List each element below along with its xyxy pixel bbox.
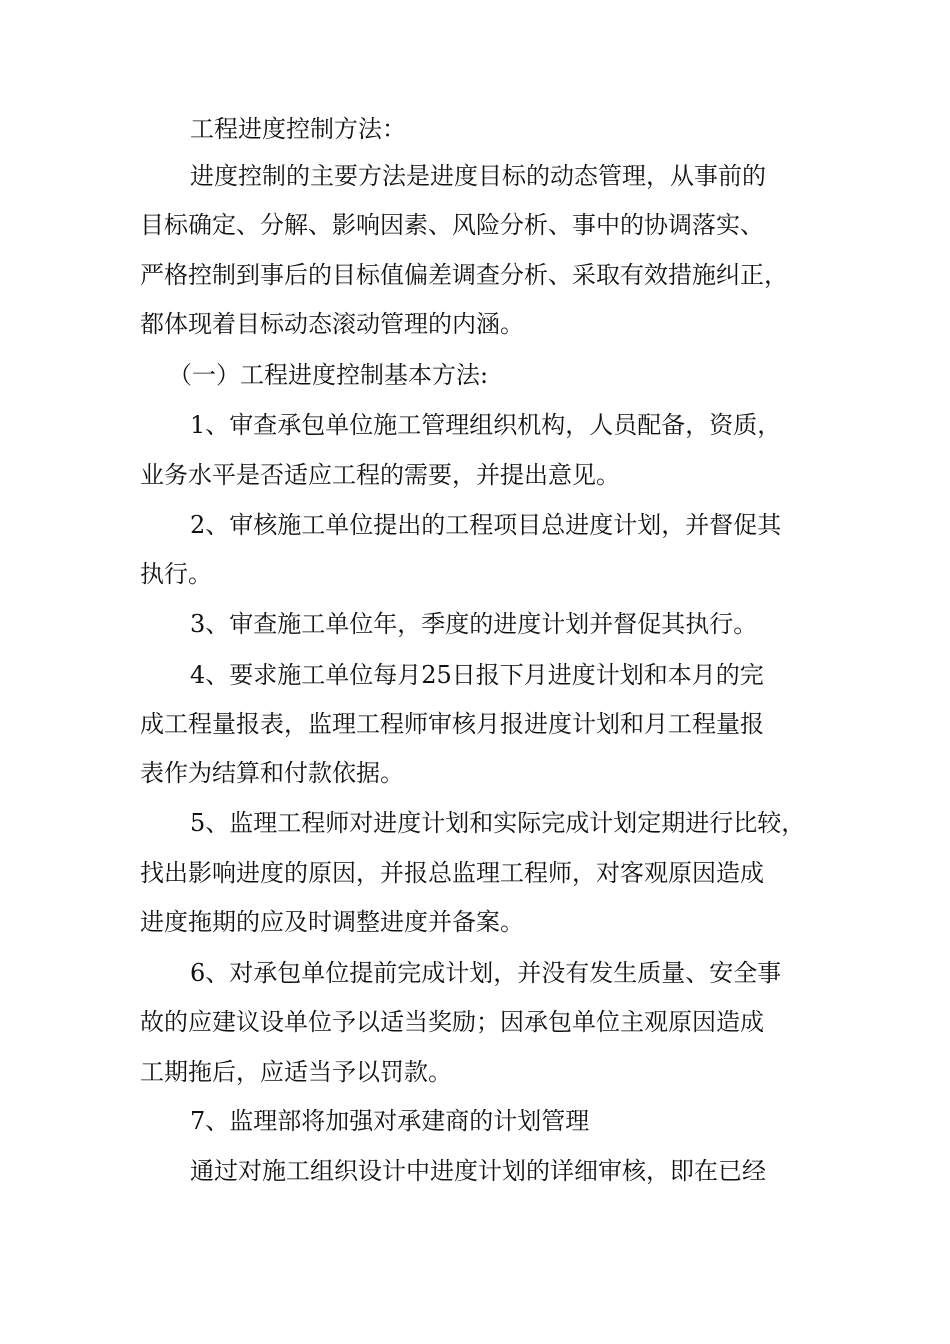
item-4-line-2: 成工程量报表，监理工程师审核月报进度计划和月工程量报 — [140, 710, 764, 738]
item-6-line-2: 故的应建议设单位予以适当奖励；因承包单位主观原因造成 — [140, 1008, 764, 1036]
intro-line-4: 都体现着目标动态滚动管理的内涵。 — [140, 310, 524, 338]
item-1-line-1: 1、审查承包单位施工管理组织机构，人员配备，资质， — [190, 411, 782, 439]
document-heading: 工程进度控制方法： — [190, 115, 406, 143]
item-7-line-1: 7、监理部将加强对承建商的计划管理 — [190, 1107, 590, 1135]
section-title: （一）工程进度控制基本方法: — [168, 361, 489, 389]
item-4-line-3: 表作为结算和付款依据。 — [140, 759, 404, 787]
item-1-line-2: 业务水平是否适应工程的需要，并提出意见。 — [140, 461, 620, 489]
item-6-line-1: 6、对承包单位提前完成计划，并没有发生质量、安全事 — [190, 959, 782, 987]
intro-line-1: 进度控制的主要方法是进度目标的动态管理，从事前的 — [190, 162, 766, 190]
intro-line-2: 目标确定、分解、影响因素、风险分析、事中的协调落实、 — [140, 211, 764, 239]
intro-line-3: 严格控制到事后的目标值偏差调查分析、采取有效措施纠正， — [140, 261, 788, 289]
item-6-line-3: 工期拖后，应适当予以罚款。 — [140, 1058, 452, 1086]
closing-line-1: 通过对施工组织设计中进度计划的详细审核，即在已经 — [190, 1157, 766, 1185]
item-5-line-3: 进度拖期的应及时调整进度并备案。 — [140, 908, 524, 936]
item-2-line-2: 执行。 — [140, 560, 212, 588]
item-3-line-1: 3、审查施工单位年，季度的进度计划并督促其执行。 — [190, 610, 758, 638]
item-2-line-1: 2、审核施工单位提出的工程项目总进度计划，并督促其 — [190, 511, 782, 539]
item-5-line-2: 找出影响进度的原因，并报总监理工程师，对客观原因造成 — [140, 859, 764, 887]
item-5-line-1: 5、监理工程师对进度计划和实际完成计划定期进行比较， — [190, 809, 806, 837]
item-4-line-1: 4、要求施工单位每月25日报下月进度计划和本月的完 — [190, 661, 764, 689]
